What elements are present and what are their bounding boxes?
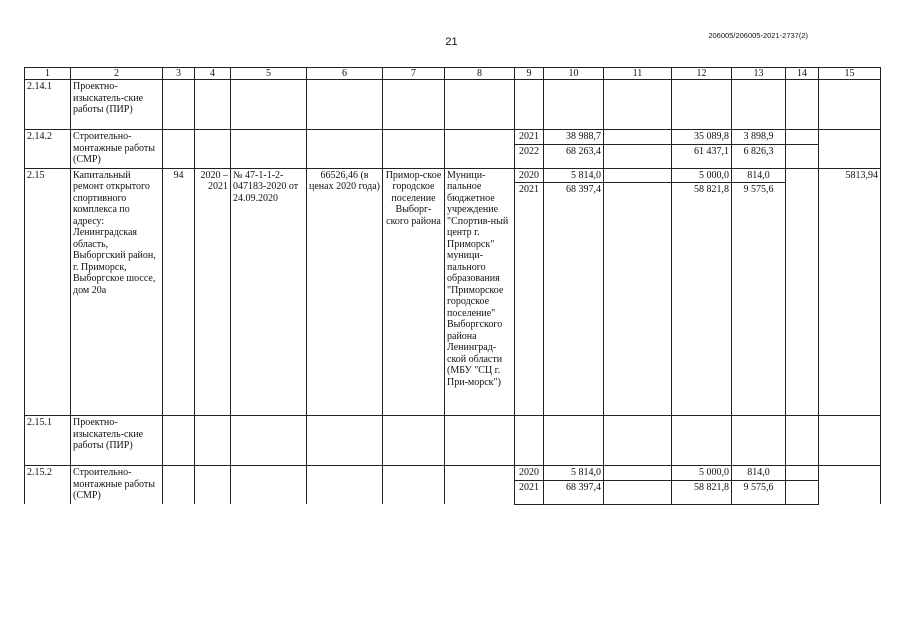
- budget-table: [24, 67, 881, 505]
- federal-cell: 58 821,8: [672, 480, 732, 504]
- federal-cell: 35 089,8: [672, 130, 732, 145]
- col-header: 15: [819, 68, 881, 80]
- col-header: 11: [604, 68, 672, 80]
- federal-cell: 58 821,8: [672, 183, 732, 416]
- federal-cell: 5 000,0: [672, 168, 732, 183]
- col-header: 7: [383, 68, 445, 80]
- total-cell: 68 397,4: [544, 480, 604, 504]
- municipal-cell: 3 898,9: [732, 130, 786, 145]
- col15-cell: 5813,94: [819, 168, 881, 416]
- period-cell: 2020 – 2021: [195, 168, 231, 416]
- row-code: 2.15.1: [25, 416, 71, 466]
- municipal-cell: 9 575,6: [732, 480, 786, 504]
- total-cell: 5 814,0: [544, 168, 604, 183]
- customer-cell: Муници-пальное бюджетное учреждение "Спортив-ный центр г. Приморск" муници-пального образования "Приморское городское поселение" Выборгского района Ленинград-ской области (МБУ "СЦ г. При-морск"): [445, 168, 515, 416]
- col-header: 1: [25, 68, 71, 80]
- municipal-cell: 814,0: [732, 466, 786, 481]
- federal-cell: 5 000,0: [672, 466, 732, 481]
- table-row: [25, 80, 881, 130]
- page-number: 21: [445, 36, 458, 48]
- col-header: 3: [163, 68, 195, 80]
- municipal-cell: 9 575,6: [732, 183, 786, 416]
- year-cell: 2020: [515, 168, 544, 183]
- col-header: 9: [515, 68, 544, 80]
- federal-cell: 61 437,1: [672, 144, 732, 168]
- col-header: 14: [786, 68, 819, 80]
- year-cell: 2021: [515, 480, 544, 504]
- cost-cell: 66526,46 (в ценах 2020 года): [307, 168, 383, 416]
- col-header: 12: [672, 68, 732, 80]
- table-row: [25, 466, 881, 481]
- total-cell: 68 397,4: [544, 183, 604, 416]
- decree-cell: № 47-1-1-2-047183-2020 от 24.09.2020: [231, 168, 307, 416]
- total-cell: 5 814,0: [544, 466, 604, 481]
- row-code: 2.15.2: [25, 466, 71, 505]
- total-cell: 68 263,4: [544, 144, 604, 168]
- row-name: Строительно-монтажные работы (СМР): [71, 130, 163, 169]
- row-name: Проектно-изыскатель-ские работы (ПИР): [71, 416, 163, 466]
- year-cell: 2021: [515, 130, 544, 145]
- header-row: [25, 68, 881, 80]
- col-header: 2: [71, 68, 163, 80]
- col-header: 4: [195, 68, 231, 80]
- row-code: 2.15: [25, 168, 71, 416]
- count-cell: 94: [163, 168, 195, 416]
- table-row: [25, 168, 881, 183]
- table-row: [25, 130, 881, 145]
- table-row: [25, 416, 881, 466]
- row-name: Капитальный ремонт открытого спортивного комплекса по адресу: Ленинградская область, Выборгский район, г. Приморск, Выборгское шоссе, дом 20а: [71, 168, 163, 416]
- year-cell: 2021: [515, 183, 544, 416]
- municipality-cell: Примор-ское городское поселение Выборг-ского района: [383, 168, 445, 416]
- document-id: 206005/206005-2021-2737(2): [708, 31, 808, 40]
- total-cell: 38 988,7: [544, 130, 604, 145]
- row-name: Проектно-изыскатель-ские работы (ПИР): [71, 80, 163, 130]
- col-header: 10: [544, 68, 604, 80]
- col-header: 13: [732, 68, 786, 80]
- row-code: 2.14.2: [25, 130, 71, 169]
- municipal-cell: 6 826,3: [732, 144, 786, 168]
- municipal-cell: 814,0: [732, 168, 786, 183]
- col-header: 6: [307, 68, 383, 80]
- col-header: 5: [231, 68, 307, 80]
- row-name: Строительно-монтажные работы (СМР): [71, 466, 163, 505]
- year-cell: 2020: [515, 466, 544, 481]
- col-header: 8: [445, 68, 515, 80]
- year-cell: 2022: [515, 144, 544, 168]
- row-code: 2.14.1: [25, 80, 71, 130]
